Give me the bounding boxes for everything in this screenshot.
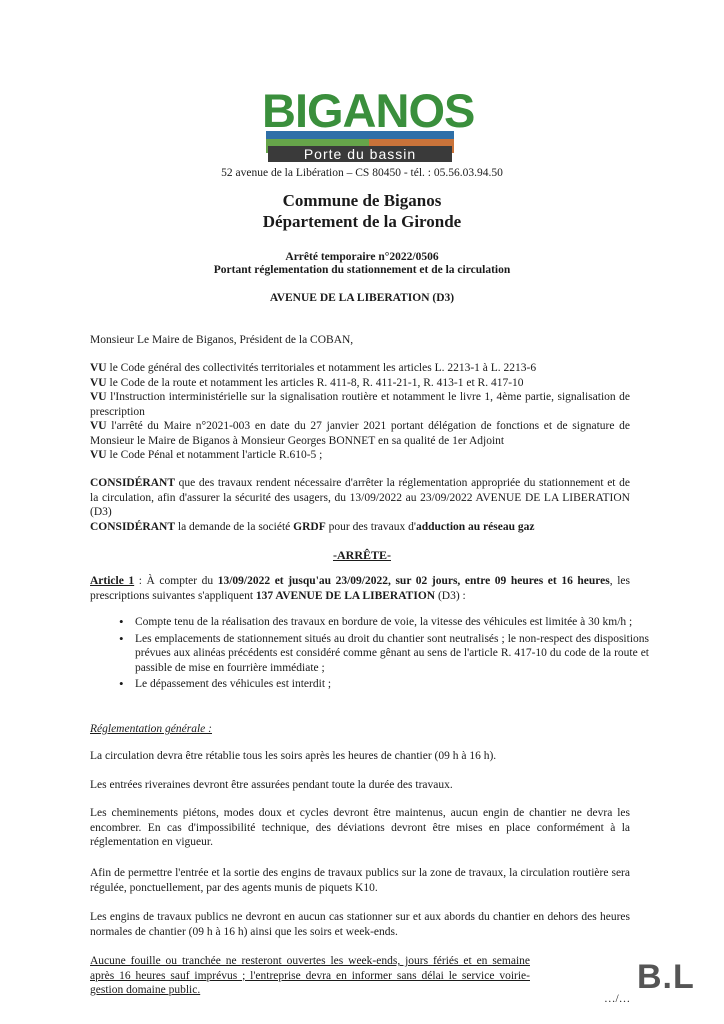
- initials-stamp: B.L: [637, 958, 695, 996]
- paragraph: Les entrées riveraines devront être assurées pendant toute la durée des travaux.: [90, 779, 453, 791]
- paragraph: Les engins de travaux publics ne devront en aucun cas stationner sur et aux abords du chantier en dehors des heures normales de chantier (09 h à 16 h) ainsi que les soirs et week-ends.: [90, 911, 630, 938]
- paragraph: Les cheminements piétons, modes doux et cycles devront être maintenus, aucun engin de chantier ne devra les encombrer. En cas d'impossibilité technique, des déviations devront être mises en place conformément à la réglementation en vigueur.: [90, 807, 630, 848]
- town-hall-address: 52 avenue de la Libération – CS 80450 - tél. : 05.56.03.94.50: [221, 167, 503, 179]
- general-rules-heading: Réglementation générale :: [90, 723, 212, 735]
- vu-item: VU le Code de la route et notamment les articles R. 411-8, R. 411-21-1, R. 413-1 et R. 417-10: [90, 376, 524, 389]
- list-item: • Compte tenu de la réalisation des travaux en bordure de voie, la vitesse des véhicules est limitée à 30 km/h ;: [135, 615, 649, 630]
- vu-item: VU le Code Pénal et notamment l'article R.610-5 ;: [90, 449, 323, 461]
- list-item: • Les emplacements de stationnement situés au droit du chantier sont neutralisés ; le non-respect des dispositions prévues aux alinéas précédents est considéré comme gênant au sens de l'article R. 417-10 du code de la route et passible de mise en fourrière immédiate ;: [135, 632, 649, 676]
- vu-item: VU l'arrêté du Maire n°2021-003 en date du 27 janvier 2021 portant délégation de fonctions et de signature de Monsieur le Maire de Biganos à Monsieur Georges BONNET en sa qualité de 1er Adjoint: [90, 420, 630, 447]
- vu-list: [90, 361, 630, 463]
- logo-name: BIGANOS: [262, 84, 475, 137]
- considerant-1: CONSIDÉRANT que des travaux rendent nécessaire d'arrêter la réglementation appropriée du stationnement et de la circulation, afin d'assurer la sécurité des usagers, du 13/09/2022 au 23/09/2022 AVENUE DE LA LIBERATION (D3): [90, 477, 630, 518]
- paragraph: Aucune fouille ou tranchée ne resteront ouvertes les week-ends, jours fériés et en semaine après 16 heures sauf imprévus ; l'entreprise devra en informer sans délai le service voirie-gestion domaine public.: [90, 955, 530, 996]
- article-1: Article 1 : À compter du 13/09/2022 et jusqu'au 23/09/2022, sur 02 jours, entre 09 heures et 16 heures, les prescriptions suivantes s'appliquent 137 AVENUE DE LA LIBERATION (D3) :: [90, 575, 630, 602]
- decree-number: Arrêté temporaire n°2022/0506: [285, 251, 439, 263]
- continued-marker: …/…: [604, 993, 631, 1005]
- biganos-logo: [262, 84, 475, 164]
- decree-subject: Portant réglementation du stationnement et de la circulation: [213, 264, 511, 276]
- arrete-heading: -ARRÊTE-: [332, 548, 391, 562]
- paragraph: La circulation devra être rétablie tous les soirs après les heures de chantier (09 h à 16 h).: [90, 750, 497, 762]
- decree-location: AVENUE DE LA LIBERATION (D3): [269, 292, 455, 304]
- considerant-block: [90, 476, 630, 534]
- vu-item: VU l'Instruction interministérielle sur la signalisation routière et notamment le livre 1, 4ème partie, signalisation de prescription: [90, 391, 630, 418]
- article-1-prescriptions: [117, 615, 649, 694]
- commune-title: Commune de Biganos: [282, 191, 442, 210]
- logo-slogan: Porte du bassin: [268, 146, 452, 162]
- mayor-line: Monsieur Le Maire de Biganos, Président de la COBAN,: [90, 334, 354, 346]
- considerant-2: CONSIDÉRANT la demande de la société GRDF pour des travaux d'adduction au réseau gaz: [90, 520, 535, 533]
- paragraph: Afin de permettre l'entrée et la sortie des engins de travaux publics sur la zone de travaux, la circulation routière sera régulée, ponctuellement, par des agents munis de piquets K10.: [90, 867, 630, 894]
- list-item: • Le dépassement des véhicules est interdit ;: [135, 677, 649, 692]
- article-1-label: Article 1: [90, 575, 135, 587]
- vu-item: VU le Code général des collectivités territoriales et notamment les articles L. 2213-1 à L. 2213-6: [90, 362, 537, 374]
- department-title: Département de la Gironde: [262, 212, 462, 231]
